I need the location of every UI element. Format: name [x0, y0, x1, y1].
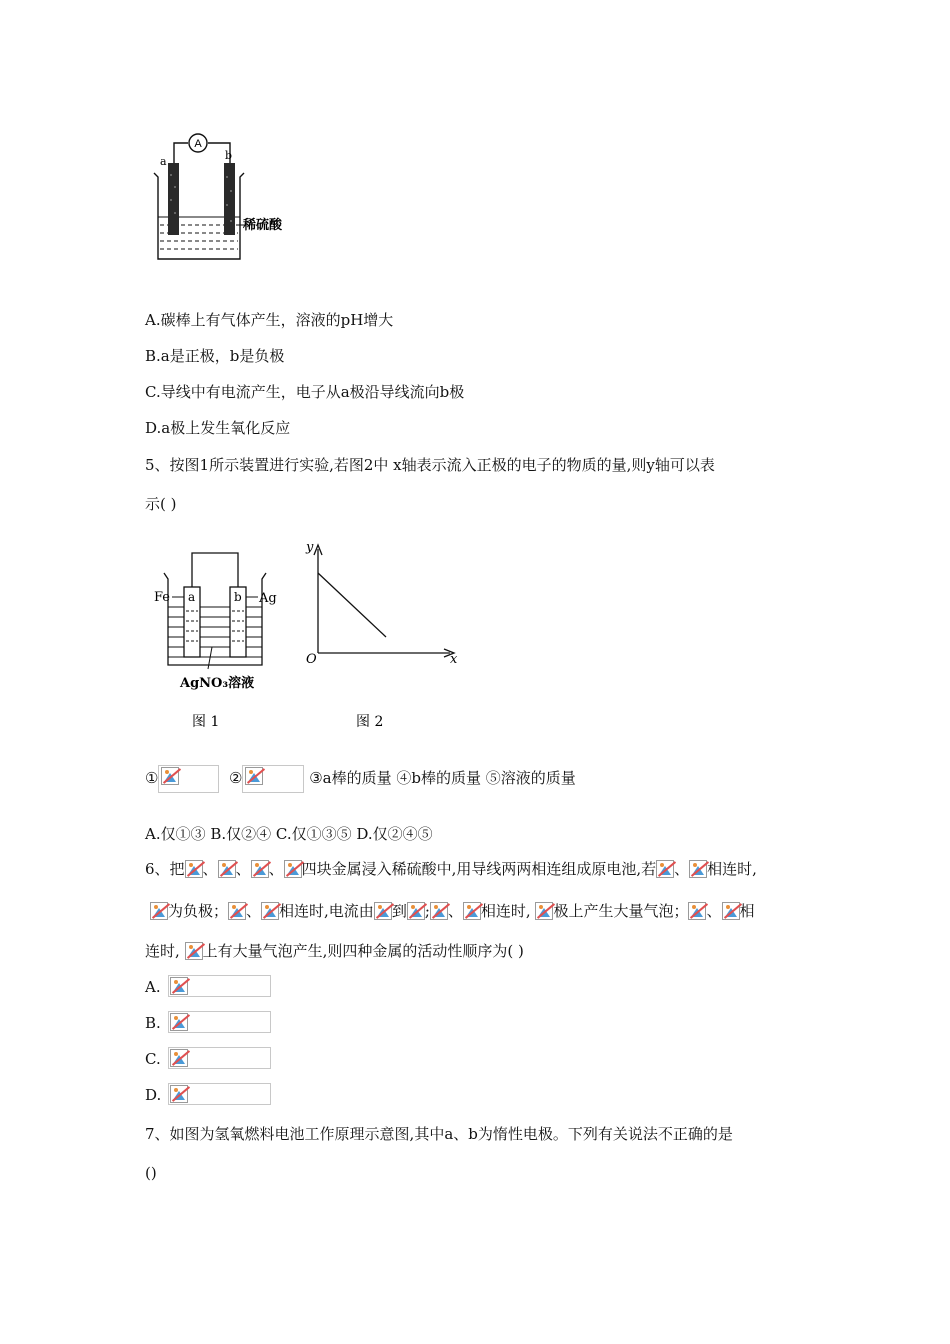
- q6-text: 到: [391, 902, 407, 920]
- electrode-label-a: a: [160, 155, 167, 168]
- broken-image-icon: [261, 902, 279, 920]
- q6-text: 为负极；: [168, 902, 229, 920]
- q6-option-a-label: A.: [145, 978, 161, 996]
- fig2-caption: 图 2: [356, 714, 384, 730]
- fig1-electrode-b: b: [234, 590, 242, 604]
- q6-sep: 、: [674, 860, 690, 878]
- q6-text: 上有大量气泡产生,则四种金属的活动性顺序为( ): [202, 942, 524, 960]
- broken-image-icon: [161, 767, 179, 785]
- broken-image-icon: [245, 767, 263, 785]
- q5-items: [145, 765, 576, 793]
- q6-text: 相连时,: [480, 902, 531, 920]
- q6-text: ;: [424, 902, 430, 920]
- q4-option-d: D.a极上发生氧化反应: [145, 419, 291, 437]
- broken-image-icon: [689, 860, 707, 878]
- broken-image-icon: [228, 902, 246, 920]
- q4-option-a: A.碳棒上有气体产生，溶液的pH增大: [145, 311, 394, 329]
- broken-image-icon: [251, 860, 269, 878]
- q5-stem-line2: 示( ): [145, 495, 177, 513]
- broken-image-icon: [170, 1013, 188, 1031]
- broken-image-icon: [374, 902, 392, 920]
- broken-image-icon: [170, 977, 188, 995]
- q5-item2-image: [242, 765, 304, 793]
- q5-item1-mark: ①: [145, 769, 159, 787]
- q6-option-b-image: [168, 1011, 271, 1033]
- electrode-label-b: b: [225, 149, 233, 162]
- q6-sep: 、: [235, 860, 251, 878]
- q6-option-a-image: [168, 975, 271, 997]
- q6-option-c-label: C.: [145, 1050, 161, 1068]
- q5-item2-mark: ②: [229, 769, 243, 787]
- q6-text: 极上产生大量气泡；: [553, 902, 689, 920]
- broken-image-icon: [170, 1085, 188, 1103]
- ammeter-label: A: [194, 138, 202, 150]
- broken-image-icon: [535, 902, 553, 920]
- q6-sep: 、: [268, 860, 284, 878]
- fig1-electrode-a: a: [188, 590, 196, 604]
- broken-image-icon: [463, 902, 481, 920]
- q6-option-d-image: [168, 1083, 271, 1105]
- cell-figure-top: [150, 125, 300, 265]
- broken-image-icon: [150, 902, 168, 920]
- q6-option-b-label: B.: [145, 1014, 161, 1032]
- q5-stem-line1: 5、按图1所示装置进行实验,若图2中 x轴表示流入正极的电子的物质的量,则y轴可以表: [145, 456, 715, 474]
- broken-image-icon: [185, 860, 203, 878]
- fig2-x-label: x: [450, 652, 458, 667]
- q6-sep: 、: [447, 902, 463, 920]
- q6-sep: 、: [246, 902, 262, 920]
- q6-text: 相: [739, 902, 755, 920]
- broken-image-icon: [430, 902, 448, 920]
- broken-image-icon: [284, 860, 302, 878]
- q7-line2: (): [145, 1164, 157, 1182]
- broken-image-icon: [656, 860, 674, 878]
- fig2-y-label: y: [306, 540, 314, 555]
- q4-option-c: C.导线中有电流产生，电子从a极沿导线流向b极: [145, 383, 465, 401]
- fig1-caption: 图 1: [192, 714, 220, 730]
- fig1-left-metal: Fe: [154, 590, 171, 605]
- broken-image-icon: [722, 902, 740, 920]
- q6-sep: 、: [202, 860, 218, 878]
- q6-sep: 、: [706, 902, 722, 920]
- q6-text: 四块金属浸入稀硫酸中,用导线两两相连组成原电池,若: [301, 860, 657, 878]
- q6-option-c-image: [168, 1047, 271, 1069]
- q7-line1: 7、如图为氢氧燃料电池工作原理示意图,其中a、b为惰性电极。下列有关说法不正确的是: [145, 1125, 733, 1143]
- broken-image-icon: [170, 1049, 188, 1067]
- fig1-right-metal: Ag: [259, 591, 277, 606]
- q6-text: 相连时,: [707, 860, 757, 878]
- q6-line3: [145, 941, 524, 961]
- broken-image-icon: [407, 902, 425, 920]
- broken-image-icon: [185, 942, 203, 960]
- solution-label: 稀硫酸: [243, 218, 283, 233]
- q6-text: 连时,: [145, 942, 180, 960]
- q6-line1: [145, 859, 757, 879]
- q4-option-b: B.a是正极，b是负极: [145, 347, 285, 365]
- q6-option-d-label: D.: [145, 1086, 162, 1104]
- q6-line2: [150, 901, 755, 921]
- broken-image-icon: [688, 902, 706, 920]
- q5-items-rest: ③a棒的质量 ④b棒的质量 ⑤溶液的质量: [309, 769, 576, 787]
- fig2-origin: O: [306, 652, 317, 667]
- q5-options: A.仅①③ B.仅②④ C.仅①③⑤ D.仅②④⑤: [145, 825, 433, 843]
- q5-figure-2: [300, 535, 470, 735]
- q6-text: 6、把: [145, 860, 185, 878]
- broken-image-icon: [218, 860, 236, 878]
- q5-item1-image: [158, 765, 219, 793]
- q5-figure-1: [150, 545, 285, 735]
- fig1-solution: AgNO₃溶液: [180, 676, 255, 691]
- q6-text: 相连时,电流由: [279, 902, 374, 920]
